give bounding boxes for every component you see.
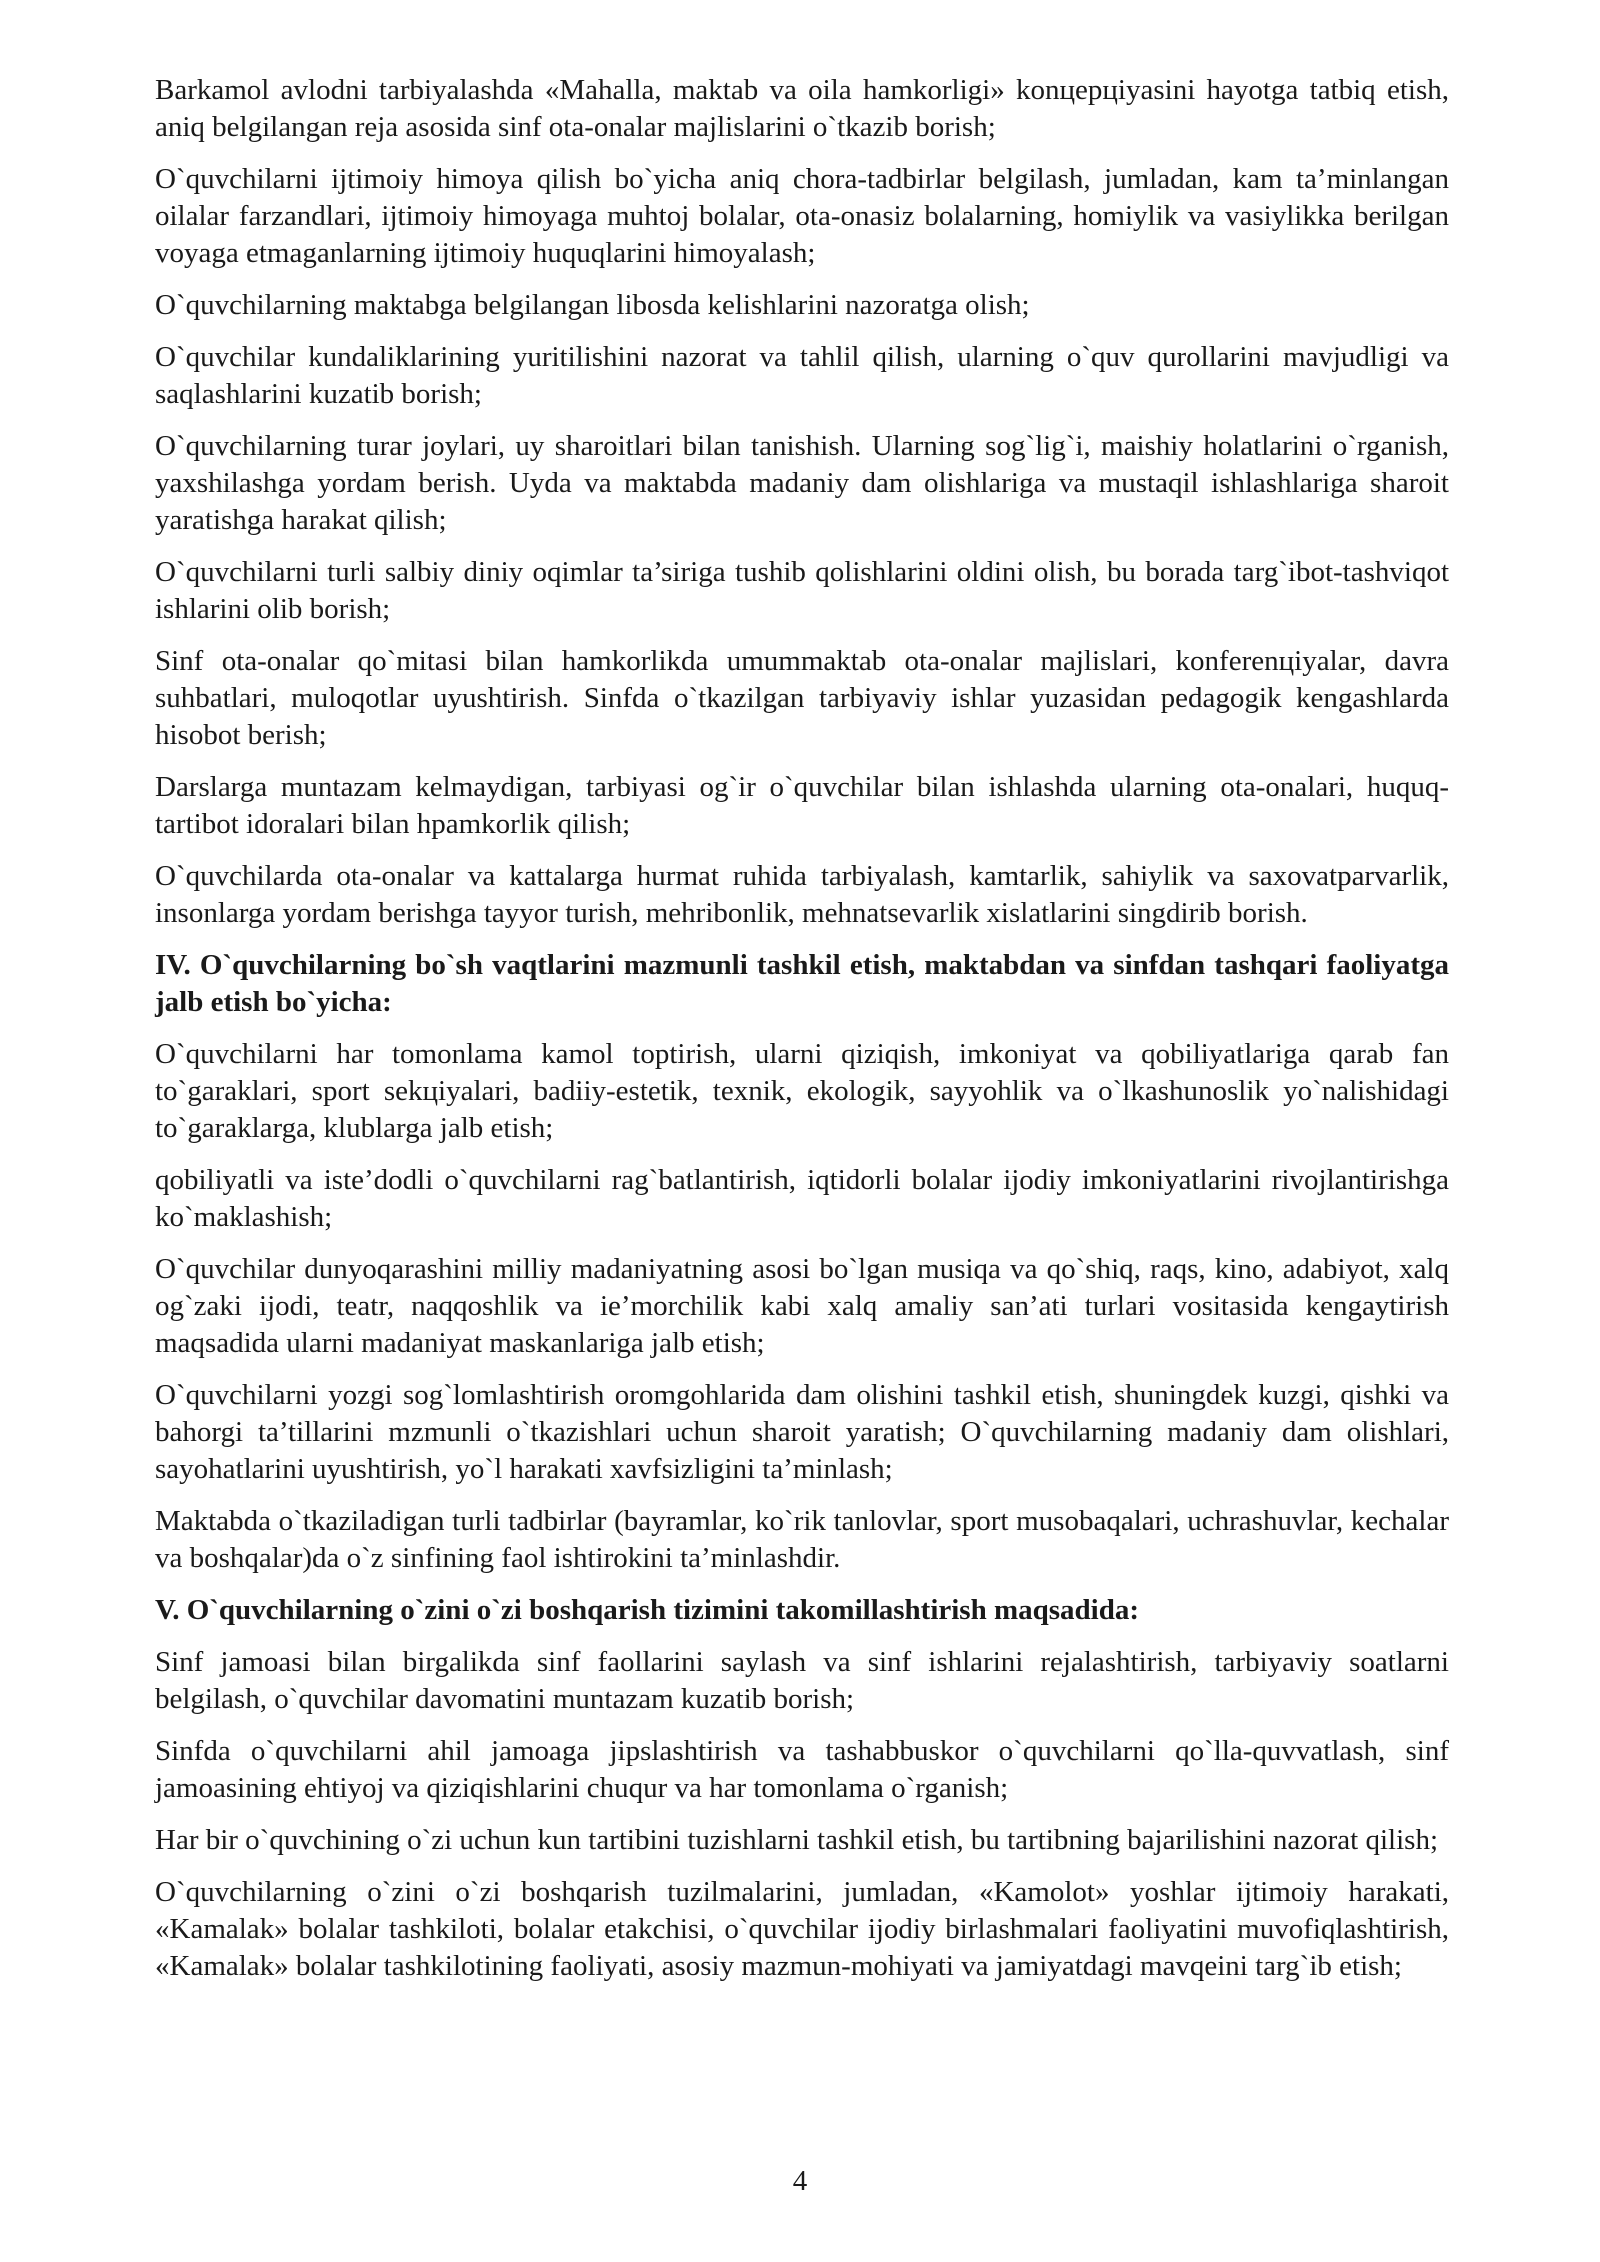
section-heading: IV. O`quvchilarning bo`sh vaqtlarini mazmunli tashkil etish, maktabdan va sinfdan tashqari faoliyatga jalb etish bo`yicha: — [155, 949, 1449, 1018]
paragraph: Barkamol avlodni tarbiyalashda «Mahalla, maktab va oila hamkorligi» konцерцiyasini hayotga tatbiq etish, aniq belgilangan reja asosida sinf ota-onalar majlislarini o`tkazib borish; — [155, 74, 1449, 143]
paragraph: Sinf jamoasi bilan birgalikda sinf faollarini saylash va sinf ishlarini rejalashtirish, tarbiyaviy soatlarni belgilash, o`quvchilar davomatini muntazam kuzatib borish; — [155, 1646, 1449, 1715]
paragraph: O`quvchilarni yozgi sog`lomlashtirish oromgohlarida dam olishini tashkil etish, shuningdek kuzgi, qishki va bahorgi ta’tillarini mzmunli o`tkazishlari uchun sharoit yaratish; O`quvchilarning madaniy dam olishlari, sayohatlarini uyushtirish, yo`l harakati xavfsizligini ta’minlash; — [155, 1379, 1449, 1485]
paragraph: O`quvchilarning maktabga belgilangan libosda kelishlarini nazoratga olish; — [155, 289, 1030, 321]
section-heading: V. O`quvchilarning o`zini o`zi boshqarish tizimini takomillashtirish maqsadida: — [155, 1594, 1140, 1626]
paragraph: O`quvchilarning o`zini o`zi boshqarish tuzilmalarini, jumladan, «Kamolot» yoshlar ijtimoiy harakati, «Kamalak» bolalar tashkiloti, bolalar etakchisi, o`quvchilar ijodiy birlashmalari faoliyatini muvofiqlashtirish, «Kamalak» bolalar tashkilotining faoliyati, asosiy mazmun-mohiyati va jamiyatdagi mavqeini targ`ib etish; — [155, 1876, 1449, 1982]
paragraph: qobiliyatli va iste’dodli o`quvchilarni rag`batlantirish, iqtidorli bolalar ijodiy imkoniyatlarini rivojlantirishga ko`maklashish; — [155, 1164, 1449, 1233]
paragraph: O`quvchilarni ijtimoiy himoya qilish bo`yicha aniq chora-tadbirlar belgilash, jumladan, kam ta’minlangan oilalar farzandlari, ijtimoiy himoyaga muhtoj bolalar, ota-onasiz bolalarning, homiylik va vasiylikka berilgan voyaga etmaganlarning ijtimoiy huquqlarini himoyalash; — [155, 163, 1449, 269]
paragraph: O`quvchilarni turli salbiy diniy oqimlar ta’siriga tushib qolishlarini oldini olish, bu borada targ`ibot-tashviqot ishlarini olib borish; — [155, 556, 1449, 625]
paragraph: O`quvchilarda ota-onalar va kattalarga hurmat ruhida tarbiyalash, kamtarlik, sahiylik va saxovatparvarlik, insonlarga yordam berishga tayyor turish, mehribonlik, mehnatsevarlik xislatlarini singdirib borish. — [155, 860, 1449, 929]
paragraph: O`quvchilar dunyoqarashini milliy madaniyatning asosi bo`lgan musiqa va qo`shiq, raqs, kino, adabiyot, xalq og`zaki ijodi, teatr, naqqoshlik va ie’morchilik kabi xalq amaliy san’ati turlari vositasida kengaytirish maqsadida ularni madaniyat maskanlariga jalb etish; — [155, 1253, 1449, 1359]
paragraph: Sinf ota-onalar qo`mitasi bilan hamkorlikda umummaktab ota-onalar majlislari, konferenцiyalar, davra suhbatlari, muloqotlar uyushtirish. Sinfda o`tkazilgan tarbiyaviy ishlar yuzasidan pedagogik kengashlarda hisobot berish; — [155, 645, 1449, 751]
paragraph: O`quvchilar kundaliklarining yuritilishini nazorat va tahlil qilish, ularning o`quv qurollarini mavjudligi va saqlashlarini kuzatib borish; — [155, 341, 1449, 410]
paragraph: Har bir o`quvchining o`zi uchun kun tartibini tuzishlarni tashkil etish, bu tartibning bajarilishini nazorat qilish; — [155, 1824, 1438, 1856]
paragraph: O`quvchilarning turar joylari, uy sharoitlari bilan tanishish. Ularning sog`lig`i, maishiy holatlarini o`rganish, yaxshilashga yordam berish. Uyda va maktabda madaniy dam olishlariga va mustaqil ishlashlariga sharoit yaratishga harakat qilish; — [155, 430, 1449, 536]
paragraph: Sinfda o`quvchilarni ahil jamoaga jipslashtirish va tashabbuskor o`quvchilarni qo`lla-quvvatlash, sinf jamoasining ehtiyoj va qiziqishlarini chuqur va har tomonlama o`rganish; — [155, 1735, 1449, 1804]
paragraph: Darslarga muntazam kelmaydigan, tarbiyasi og`ir o`quvchilar bilan ishlashda ularning ota-onalari, huquq-tartibot idoralari bilan hpamkorlik qilish; — [155, 771, 1449, 840]
paragraph: Maktabda o`tkaziladigan turli tadbirlar (bayramlar, ko`rik tanlovlar, sport musobaqalari, uchrashuvlar, kechalar va boshqalar)da o`z sinfining faol ishtirokini ta’minlashdir. — [155, 1505, 1449, 1574]
page-number: 4 — [792, 2165, 808, 2197]
paragraph: O`quvchilarni har tomonlama kamol toptirish, ularni qiziqish, imkoniyat va qobiliyatlariga qarab fan to`garaklari, sport sekцiyalari, badiiy-estetik, texnik, ekologik, sayyohlik va o`lkashunoslik yo`nalishidagi to`garaklarga, klublarga jalb etish; — [155, 1038, 1449, 1144]
document-page — [155, 72, 1449, 2000]
